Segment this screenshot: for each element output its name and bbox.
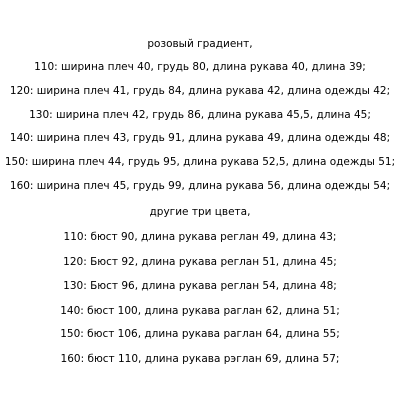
size-line-other-150: 150: бюст 106, длина рукава раглан 64, длина 55; <box>60 328 340 340</box>
size-line-pink-160: 160: ширина плеч 45, грудь 99, длина рукава 56, длина одежды 54; <box>9 180 391 192</box>
section-heading-pink-gradient: розовый градиент, <box>147 38 253 50</box>
section-heading-other-colors: другие три цвета, <box>149 206 251 218</box>
size-line-pink-150: 150: ширина плеч 44, грудь 95, длина рукава 52,5, длина одежды 51; <box>4 156 396 168</box>
size-line-pink-110: 110: ширина плеч 40, грудь 80, длина рукава 40, длина 39; <box>34 61 366 73</box>
size-line-pink-130: 130: ширина плеч 42, грудь 86, длина рукава 45,5, длина 45; <box>29 109 371 121</box>
size-line-other-160: 160: бюст 110, длина рукава рэглан 69, длина 57; <box>60 353 340 365</box>
size-line-pink-140: 140: ширина плеч 43, грудь 91, длина рукава 49, длина одежды 48; <box>9 132 391 144</box>
size-line-other-110: 110: бюст 90, длина рукава реглан 49, длина 43; <box>63 231 337 243</box>
size-line-other-130: 130: Бюст 96, длина рукава реглан 54, длина 48; <box>63 280 337 292</box>
size-line-other-140: 140: бюст 100, длина рукава раглан 62, длина 51; <box>60 305 340 317</box>
size-line-other-120: 120: Бюст 92, длина рукава реглан 51, длина 45; <box>63 256 337 268</box>
size-line-pink-120: 120: ширина плеч 41, грудь 84, длина рукава 42, длина одежды 42; <box>9 85 391 97</box>
